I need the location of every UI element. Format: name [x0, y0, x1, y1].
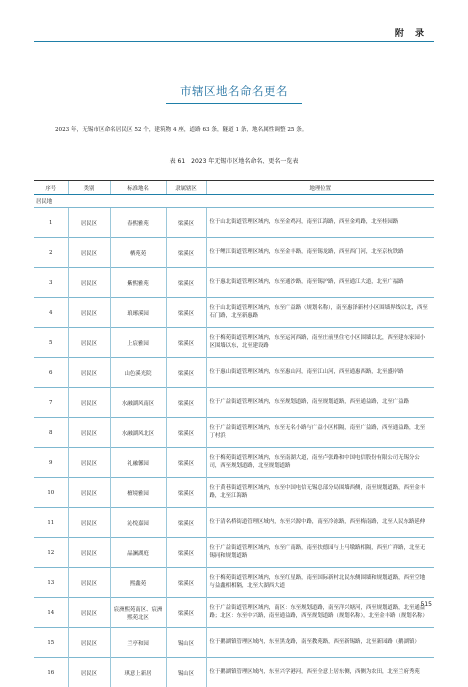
cell-district: 梁溪区	[166, 538, 206, 568]
table-row	[34, 598, 434, 628]
table-row	[34, 268, 434, 298]
cell-category: 居民区	[68, 238, 110, 268]
table-row	[34, 448, 434, 478]
cell-no: 4	[34, 298, 68, 328]
cell-no: 14	[34, 598, 68, 628]
header-rule	[34, 41, 434, 42]
cell-no: 7	[34, 388, 68, 418]
page-header	[0, 0, 468, 46]
cell-location: 位于鹅湖镇管理区域内，东至黑龙路，南至教苑路，西至新锡路，北至新园路（鹅湖镇）	[206, 628, 434, 658]
table-row	[34, 508, 434, 538]
cell-district: 梁溪区	[166, 208, 206, 238]
table-row	[34, 418, 434, 448]
cell-district: 锡山区	[166, 658, 206, 687]
cell-category: 居民区	[68, 508, 110, 538]
cell-location: 位于梅苑街道管理区域内，东至南湖大道，南至卢张路和中国电信股份有限公司无锡分公司，西至规划道路，北至规划道路	[206, 448, 434, 478]
cell-name: 水融湖风北区	[110, 418, 166, 448]
cell-district: 锡山区	[166, 628, 206, 658]
col-header-no: 序号	[34, 181, 68, 195]
group-label: 居民地	[34, 195, 434, 208]
cell-name: 兰亭和园	[110, 628, 166, 658]
cell-district: 梁溪区	[166, 358, 206, 388]
place-names-table	[34, 180, 434, 687]
cell-name: 宸洲熙苑南区、宸洲熙苑北区	[110, 598, 166, 628]
cell-no: 12	[34, 538, 68, 568]
cell-no: 8	[34, 418, 68, 448]
table-row	[34, 478, 434, 508]
cell-location: 位于惠北街道管理区域内，东至通沙路，南至锡沪路，西至通江大道，北至广福路	[206, 268, 434, 298]
cell-location: 位于惠山街道管理区域内，东至惠山河，南至江山河，西至通惠西路，北至盛岸路	[206, 358, 434, 388]
cell-no: 9	[34, 448, 68, 478]
cell-district: 梁溪区	[166, 568, 206, 598]
table-row	[34, 568, 434, 598]
cell-district: 梁溪区	[166, 508, 206, 538]
cell-no: 2	[34, 238, 68, 268]
col-header-name: 标准地名	[110, 181, 166, 195]
intro-paragraph: 2023 年，无锡市区命名居民区 52 个，建筑物 4 座，道路 63 条，隧道 1 条，地名属性调整 25 条。	[55, 126, 435, 134]
cell-category: 居民区	[68, 448, 110, 478]
cell-category: 居民区	[68, 658, 110, 687]
cell-no: 5	[34, 328, 68, 358]
section-heading	[162, 82, 306, 108]
chapter-label: 附 录	[395, 26, 428, 39]
cell-name: 琅琊溪园	[110, 298, 166, 328]
cell-location: 位于广益街道管理区域内，东至无名小路与广益小区相隔，南至广益路，西至通益路，北至丁村浜	[206, 418, 434, 448]
cell-location: 位于广益街道管理区域内，东至广南路，南至扶德园与上马墩路相隔，西至广祥路，北至无锡同和规划道路	[206, 538, 434, 568]
cell-category: 居民区	[68, 598, 110, 628]
cell-location: 位于广益街道管理区域内，南区：东至规划道路，南至洋兴塘河，西至规划道路，北至通益路；北区：东至中兴路，南至通益路，西至规划道路（规划名称），北至金丰路（规划名称）	[206, 598, 434, 628]
cell-category: 居民区	[68, 268, 110, 298]
cell-no: 3	[34, 268, 68, 298]
cell-district: 梁溪区	[166, 448, 206, 478]
cell-name: 水融湖风南区	[110, 388, 166, 418]
cell-no: 10	[34, 478, 68, 508]
cell-category: 居民区	[68, 358, 110, 388]
cell-no: 11	[34, 508, 68, 538]
page-number: 515	[421, 601, 432, 608]
cell-name: 琪意上新居	[110, 658, 166, 687]
cell-district: 梁溪区	[166, 598, 206, 628]
cell-district: 梁溪区	[166, 478, 206, 508]
cell-category: 居民区	[68, 568, 110, 598]
cell-name: 紫熙雅苑	[110, 268, 166, 298]
cell-name: 沁悦嘉园	[110, 508, 166, 538]
cell-category: 居民区	[68, 418, 110, 448]
col-header-category: 类别	[68, 181, 110, 195]
cell-name: 春熙雅苑	[110, 208, 166, 238]
col-header-district: 隶属辖区	[166, 181, 206, 195]
cell-name: 上宸雅园	[110, 328, 166, 358]
section-title-underline	[166, 103, 302, 104]
cell-district: 梁溪区	[166, 418, 206, 448]
table-row	[34, 328, 434, 358]
cell-location: 位于清名桥街道管理区域内，东至兴源中路，南至冷冻路，西至梅南路，北至人民东路延伸	[206, 508, 434, 538]
col-header-location: 地理位置	[206, 181, 434, 195]
group-row	[34, 195, 434, 208]
table-row	[34, 298, 434, 328]
cell-location: 位于梅苑街道管理区域内，东至运河西路，南至庄前里住宅小区围墙以北，西至建东家园小区围墙以东，北至建设路	[206, 328, 434, 358]
cell-no: 15	[34, 628, 68, 658]
cell-no: 6	[34, 358, 68, 388]
table-row	[34, 388, 434, 418]
cell-name: 熙鑫苑	[110, 568, 166, 598]
cell-name: 晶澜湖庭	[110, 538, 166, 568]
cell-district: 梁溪区	[166, 268, 206, 298]
cell-district: 梁溪区	[166, 298, 206, 328]
cell-location: 位于梅苑街道管理区域内，东至红星路，南至国际新村北民东侧围墙和规划道路，西至空地与益鑫相相隔，北至大湖西大道	[206, 568, 434, 598]
cell-name: 栖苑苑	[110, 238, 166, 268]
cell-location: 位于山北街道管理区域内，东至金鸡河，南至江海路，西至金鸡路，北至桂园路	[206, 208, 434, 238]
table-row	[34, 358, 434, 388]
table-caption: 表 61 2023 年无锡市区地名命名、更名一览表	[0, 156, 468, 165]
cell-location: 位于鲤江街道管理区域内，东至金丰路，南至锡龙路，西至西门河，北至京杭铁路	[206, 238, 434, 268]
cell-district: 梁溪区	[166, 328, 206, 358]
cell-category: 居民区	[68, 478, 110, 508]
table-row	[34, 538, 434, 568]
table-row	[34, 628, 434, 658]
table-row	[34, 658, 434, 687]
cell-location: 位于广益街道管理区域内，东至规划道路，南至规划道路，西至通益路，北至广益路	[206, 388, 434, 418]
cell-district: 梁溪区	[166, 388, 206, 418]
cell-category: 居民区	[68, 208, 110, 238]
table-header-row	[34, 181, 434, 195]
cell-name: 礼融馨园	[110, 448, 166, 478]
cell-no: 13	[34, 568, 68, 598]
cell-name: 檀境雅园	[110, 478, 166, 508]
cell-district: 梁溪区	[166, 238, 206, 268]
cell-category: 居民区	[68, 388, 110, 418]
cell-location: 位于山北街道管理区域内，东至广益路（规划名称），南至惠泽新村小区围墙界线以北，西至石门路，北至新惠路	[206, 298, 434, 328]
cell-location: 位于鹅湖镇管理区域内，东至兴学港河，西至全意上居东侧，西侧为农田，北至兰府秀苑	[206, 658, 434, 687]
table-row	[34, 208, 434, 238]
cell-category: 居民区	[68, 298, 110, 328]
cell-category: 居民区	[68, 628, 110, 658]
cell-no: 1	[34, 208, 68, 238]
table-row	[34, 238, 434, 268]
cell-location: 位于黄巷街道管理区域内，东至中国电信无锡总部分局围墙西侧，南至规划道路，西至金丰路，北至江海路	[206, 478, 434, 508]
section-title: 市辖区地名命名更名	[162, 82, 306, 100]
cell-no: 16	[34, 658, 68, 687]
cell-name: 山色溪光院	[110, 358, 166, 388]
cell-category: 居民区	[68, 328, 110, 358]
cell-category: 居民区	[68, 538, 110, 568]
